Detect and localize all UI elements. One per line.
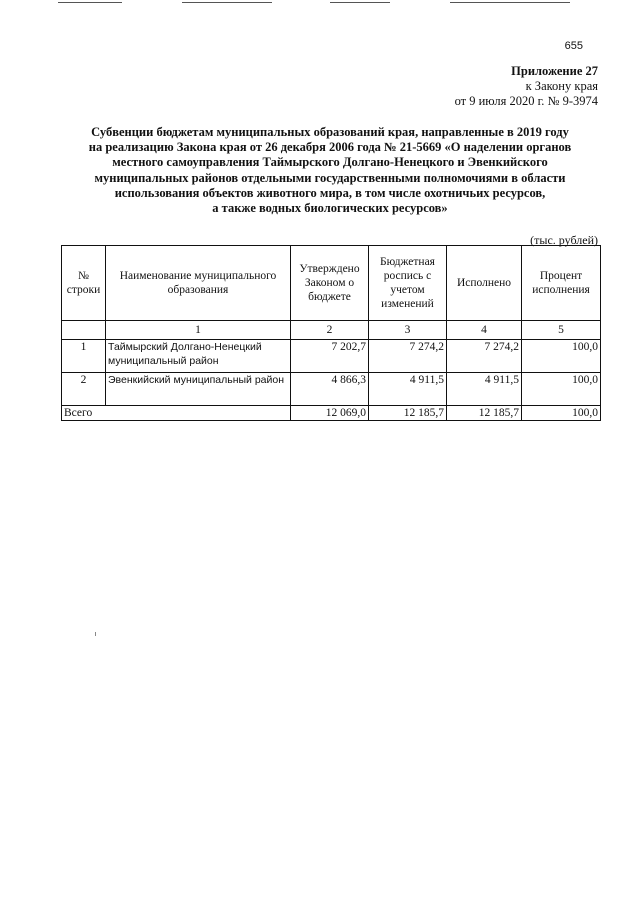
document-title bbox=[70, 125, 590, 216]
approved-value: 4 866,3 bbox=[291, 373, 369, 406]
municipality-name: Таймырский Долгано-Ненецкий муниципальный район bbox=[106, 340, 291, 373]
index-cell: 1 bbox=[106, 321, 291, 340]
units-label: (тыс. рублей) bbox=[530, 233, 598, 247]
title-line: муниципальных районов отдельными государственными полномочиями в области bbox=[94, 170, 566, 185]
index-cell: 3 bbox=[369, 321, 447, 340]
scan-edge-marks bbox=[0, 0, 640, 6]
schedule-value: 4 911,5 bbox=[369, 373, 447, 406]
total-label: Всего bbox=[62, 406, 291, 421]
percent-value: 100,0 bbox=[522, 373, 601, 406]
percent-value: 100,0 bbox=[522, 340, 601, 373]
row-number: 1 bbox=[62, 340, 106, 373]
index-cell: 4 bbox=[447, 321, 522, 340]
total-approved: 12 069,0 bbox=[291, 406, 369, 421]
title-line: на реализацию Закона края от 26 декабря 2006 года № 21-5669 «О наделении органов bbox=[88, 140, 572, 155]
appendix-title: Приложение 27 bbox=[511, 64, 598, 78]
index-cell: 5 bbox=[522, 321, 601, 340]
title-line: местного самоуправления Таймырского Долгано-Ненецкого и Эвенкийского bbox=[112, 155, 548, 170]
table-row bbox=[62, 340, 601, 373]
approved-value: 7 202,7 bbox=[291, 340, 369, 373]
appendix-law: к Закону края bbox=[525, 79, 598, 93]
subsidies-table bbox=[61, 245, 601, 421]
header-municipality: Наименование муниципального образования bbox=[106, 246, 291, 321]
table-row bbox=[62, 373, 601, 406]
header-budget-schedule: Бюджетная роспись с учетом изменений bbox=[369, 246, 447, 321]
appendix-date: от 9 июля 2020 г. № 9-3974 bbox=[454, 94, 598, 108]
schedule-value: 7 274,2 bbox=[369, 340, 447, 373]
executed-value: 7 274,2 bbox=[447, 340, 522, 373]
table-header-row bbox=[62, 246, 601, 321]
page-number: 655 bbox=[564, 40, 583, 52]
scan-speck bbox=[95, 632, 96, 636]
column-index-row bbox=[62, 321, 601, 340]
header-percent: Процент исполнения bbox=[522, 246, 601, 321]
title-line: использования объектов животного мира, в том числе охотничьих ресурсов, bbox=[114, 185, 546, 200]
header-row-number: № строки bbox=[62, 246, 106, 321]
title-line: Субвенции бюджетам муниципальных образований края, направленные в 2019 году bbox=[91, 125, 569, 139]
title-line: а также водных биологических ресурсов» bbox=[212, 201, 448, 216]
appendix-reference bbox=[455, 64, 598, 109]
header-executed: Исполнено bbox=[447, 246, 522, 321]
total-row bbox=[62, 406, 601, 421]
total-schedule: 12 185,7 bbox=[369, 406, 447, 421]
executed-value: 4 911,5 bbox=[447, 373, 522, 406]
row-number: 2 bbox=[62, 373, 106, 406]
index-cell bbox=[62, 321, 106, 340]
header-approved: Утверждено Законом о бюджете bbox=[291, 246, 369, 321]
total-percent: 100,0 bbox=[522, 406, 601, 421]
index-cell: 2 bbox=[291, 321, 369, 340]
total-executed: 12 185,7 bbox=[447, 406, 522, 421]
municipality-name: Эвенкийский муниципальный район bbox=[106, 373, 291, 406]
